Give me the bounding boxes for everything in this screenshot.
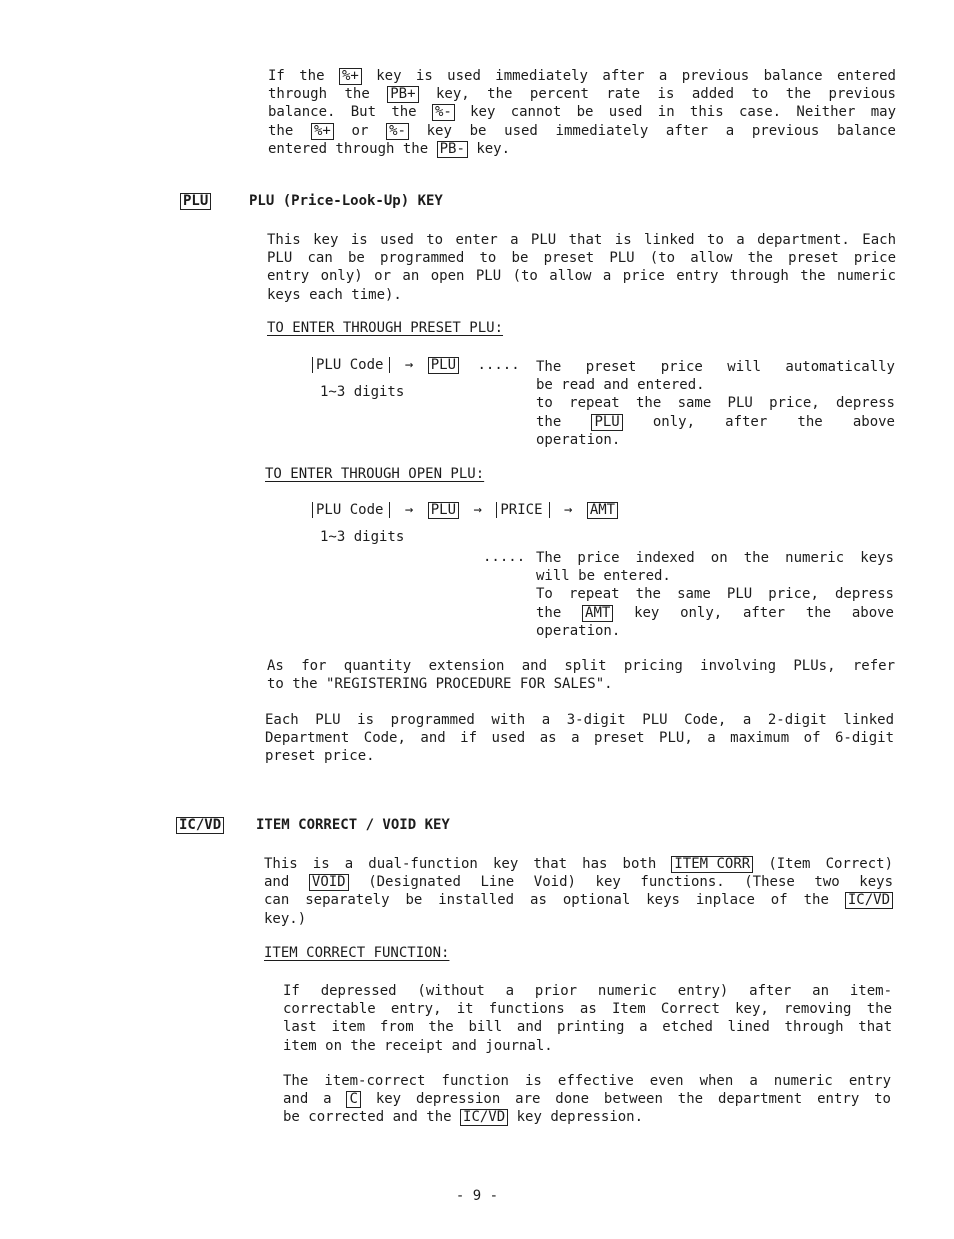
arrow-icon: → [404,502,414,518]
pb-minus-key: PB- [437,141,468,158]
plu-code-field: PLU Code [312,357,390,373]
icvd-section-key: IC/VD [176,817,224,834]
icvd-key: IC/VD [460,1109,508,1126]
intro-line-1: If the %+ key is used immediately after a previous balance entered [268,68,896,84]
intro-line-3: balance. But the %- key cannot be used in this case. Neither may [268,104,896,121]
item-correct-heading: ITEM CORRECT FUNCTION: [264,945,450,961]
void-key: VOID [309,874,349,891]
icvd-key: IC/VD [845,892,893,909]
arrow-icon: → [473,502,482,518]
intro-line-2: through the PB+ key, the percent rate is added to the previous [268,86,896,103]
page-number: - 9 - [455,1188,499,1204]
open-plu-dots: ..... [483,549,526,565]
quantity-extension-paragraph: As for quantity extension and split pricing involving PLUs, refer to the "REGISTERING PROCEDURE FOR SALES". [267,658,895,693]
preset-plu-heading: TO ENTER THROUGH PRESET PLU: [267,320,504,336]
open-plu-heading: TO ENTER THROUGH OPEN PLU: [265,466,485,482]
plu-section-title: PLU (Price-Look-Up) KEY [249,193,443,209]
open-plu-sequence [312,502,618,519]
amt-key: AMT [587,502,618,519]
plu-section-key: PLU [180,193,211,210]
plu-key: PLU [428,502,459,519]
icvd-section-title: ITEM CORRECT / VOID KEY [256,817,450,833]
percent-minus-key: %- [432,104,455,121]
plu-key: PLU [428,357,459,374]
price-field: PRICE [496,502,549,518]
percent-plus-key: %+ [339,68,362,85]
open-plu-description: The price indexed on the numeric keys will be entered. To repeat the same PLU price, depress the AMT key only, after the above operation. [536,550,894,639]
item-correct-paragraph-1: If depressed (without a prior numeric entry) after an item- correctable entry, it functions as Item Correct key, removing the last item from the bill and printing a etched lined through that item on the receipt and journal. [283,983,892,1054]
icvd-paragraph: This is a dual-function key that has both ITEM CORR (Item Correct) and VOID (Designated Line Void) key functions. (These two keys can separately be installed as optional keys inplace of the IC/VD key.) [264,856,893,927]
preset-plu-sequence: PLU Code → PLU ..... [312,357,520,374]
intro-paragraph [268,67,896,158]
plu-programming-paragraph: Each PLU is programmed with a 3-digit PLU Code, a 2-digit linked Department Code, and if used as a preset PLU, a maximum of 6-digit preset price. [265,712,894,765]
plu-paragraph: This key is used to enter a PLU that is linked to a department. Each PLU can be programmed to be preset PLU (to allow the preset price entry only) or an open PLU (to allow a price entry through the numeric keys each time). [267,232,896,303]
arrow-icon: → [563,502,573,518]
item-corr-key: ITEM CORR [671,856,753,873]
pb-plus-key: PB+ [387,86,418,103]
plu-key: PLU [591,414,622,431]
preset-plu-digits: 1~3 digits [320,384,405,400]
intro-line-5: entered through the PB- key. [268,140,511,157]
percent-minus-key: %- [386,123,409,140]
amt-key: AMT [582,605,613,622]
intro-line-4: the %+ or %- key be used immediately after a previous balance [268,122,896,139]
c-key: C [346,1091,360,1108]
item-correct-paragraph-2: The item-correct function is effective even when a numeric entry and a C key depression are done between the department entry to be corrected and the IC/VD key depression. [283,1073,891,1126]
percent-plus-key: %+ [311,123,334,140]
plu-code-field: PLU Code [312,502,390,518]
open-plu-digits: 1~3 digits [320,529,405,545]
preset-plu-description: The preset price will automatically be read and entered. to repeat the same PLU price, depress the PLU only, after the above operation. [536,359,895,448]
arrow-icon: → [404,357,414,373]
